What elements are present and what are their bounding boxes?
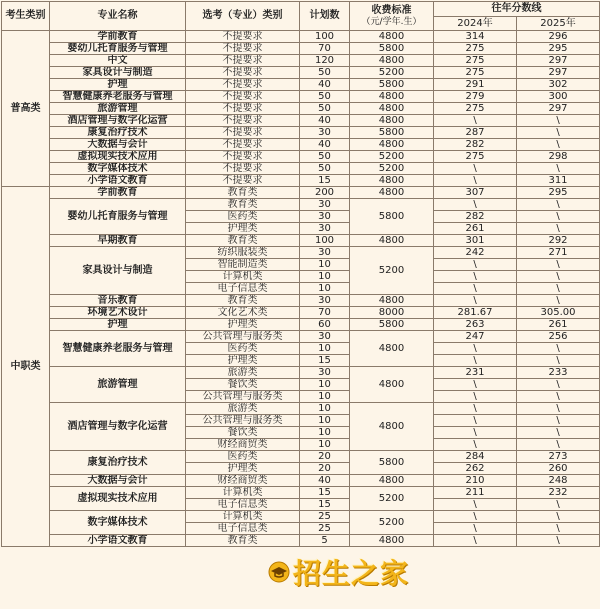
score-2025-cell: \ — [517, 535, 600, 547]
plan-cell: 30 — [300, 367, 350, 379]
score-2025-cell: \ — [517, 283, 600, 295]
score-2025-cell: 297 — [517, 103, 600, 115]
score-2025-cell: 232 — [517, 487, 600, 499]
score-2025-cell: \ — [517, 415, 600, 427]
subject-cell: 不提要求 — [186, 115, 300, 127]
major-name-cell: 中文 — [50, 55, 186, 67]
score-2024-cell: \ — [434, 391, 517, 403]
subject-cell: 不提要求 — [186, 31, 300, 43]
score-2025-cell: \ — [517, 295, 600, 307]
major-name-cell: 数字媒体技术 — [50, 163, 186, 175]
plan-cell: 15 — [300, 487, 350, 499]
major-name-cell: 护理 — [50, 319, 186, 331]
plan-cell: 10 — [300, 415, 350, 427]
table-row — [2, 295, 600, 307]
plan-cell: 40 — [300, 115, 350, 127]
score-2024-cell: 282 — [434, 139, 517, 151]
plan-cell: 30 — [300, 211, 350, 223]
score-2024-cell: 242 — [434, 247, 517, 259]
score-2024-cell: \ — [434, 439, 517, 451]
subject-cell: 不提要求 — [186, 55, 300, 67]
plan-cell: 40 — [300, 139, 350, 151]
plan-cell: 50 — [300, 67, 350, 79]
score-2024-cell: \ — [434, 343, 517, 355]
plan-cell: 15 — [300, 499, 350, 511]
subject-cell: 旅游类 — [186, 403, 300, 415]
score-2025-cell: \ — [517, 439, 600, 451]
score-2024-cell: \ — [434, 355, 517, 367]
table-row — [2, 307, 600, 319]
fee-cell: 4800 — [350, 475, 434, 487]
admission-table — [1, 1, 600, 547]
header-major: 专业名称 — [50, 2, 186, 31]
plan-cell: 10 — [300, 343, 350, 355]
major-name-cell: 学前教育 — [50, 187, 186, 199]
table-row — [2, 451, 600, 463]
plan-cell: 10 — [300, 283, 350, 295]
subject-cell: 不提要求 — [186, 67, 300, 79]
table-row — [2, 331, 600, 343]
subject-cell: 财经商贸类 — [186, 475, 300, 487]
score-2024-cell: 231 — [434, 367, 517, 379]
score-2024-cell: 301 — [434, 235, 517, 247]
major-name-cell: 旅游管理 — [50, 367, 186, 403]
score-2024-cell: 275 — [434, 43, 517, 55]
fee-cell: 5200 — [350, 67, 434, 79]
plan-cell: 10 — [300, 259, 350, 271]
score-2024-cell: \ — [434, 259, 517, 271]
table-row — [2, 115, 600, 127]
table-row — [2, 127, 600, 139]
fee-cell: 4800 — [350, 91, 434, 103]
fee-cell: 5200 — [350, 151, 434, 163]
fee-cell: 5200 — [350, 511, 434, 535]
score-2024-cell: \ — [434, 427, 517, 439]
fee-cell: 5800 — [350, 451, 434, 475]
plan-cell: 20 — [300, 463, 350, 475]
score-2025-cell: 311 — [517, 175, 600, 187]
fee-cell: 8000 — [350, 307, 434, 319]
score-2024-cell: \ — [434, 499, 517, 511]
score-2025-cell: 295 — [517, 187, 600, 199]
plan-cell: 30 — [300, 331, 350, 343]
major-name-cell: 婴幼儿托育服务与管理 — [50, 43, 186, 55]
score-2025-cell: \ — [517, 403, 600, 415]
subject-cell: 纺织服装类 — [186, 247, 300, 259]
table-row — [2, 319, 600, 331]
score-2025-cell: 292 — [517, 235, 600, 247]
subject-cell: 不提要求 — [186, 79, 300, 91]
plan-cell: 30 — [300, 295, 350, 307]
plan-cell: 15 — [300, 355, 350, 367]
subject-cell: 医药类 — [186, 451, 300, 463]
score-2024-cell: \ — [434, 295, 517, 307]
major-name-cell: 智慧健康养老服务与管理 — [50, 331, 186, 367]
subject-cell: 护理类 — [186, 463, 300, 475]
subject-cell: 护理类 — [186, 355, 300, 367]
plan-cell: 50 — [300, 163, 350, 175]
major-name-cell: 早期教育 — [50, 235, 186, 247]
score-2024-cell: 210 — [434, 475, 517, 487]
subject-cell: 不提要求 — [186, 103, 300, 115]
table-row — [2, 103, 600, 115]
score-2025-cell: \ — [517, 127, 600, 139]
header-subject: 选考（专业）类别 — [186, 2, 300, 31]
table-row — [2, 91, 600, 103]
subject-cell: 不提要求 — [186, 127, 300, 139]
watermark-text: 招生之家 — [293, 557, 410, 590]
header-plan: 计划数 — [300, 2, 350, 31]
score-2025-cell: 256 — [517, 331, 600, 343]
major-name-cell: 小学语文教育 — [50, 535, 186, 547]
fee-cell: 5800 — [350, 127, 434, 139]
category-cell: 中职类 — [2, 187, 50, 547]
score-2024-cell: 287 — [434, 127, 517, 139]
score-2025-cell: 297 — [517, 67, 600, 79]
subject-cell: 不提要求 — [186, 91, 300, 103]
table-row — [2, 55, 600, 67]
major-name-cell: 家具设计与制造 — [50, 67, 186, 79]
major-name-cell: 康复治疗技术 — [50, 451, 186, 475]
score-2025-cell: \ — [517, 355, 600, 367]
subject-cell: 文化艺术类 — [186, 307, 300, 319]
subject-cell: 护理类 — [186, 319, 300, 331]
table-row — [2, 67, 600, 79]
subject-cell: 医药类 — [186, 343, 300, 355]
plan-cell: 70 — [300, 307, 350, 319]
major-name-cell: 音乐教育 — [50, 295, 186, 307]
score-2024-cell: \ — [434, 415, 517, 427]
subject-cell: 公共管理与服务类 — [186, 415, 300, 427]
plan-cell: 10 — [300, 403, 350, 415]
plan-cell: 10 — [300, 379, 350, 391]
header-2025: 2025年 — [517, 17, 600, 31]
category-cell: 普高类 — [2, 31, 50, 187]
table-row — [2, 175, 600, 187]
score-2024-cell: \ — [434, 535, 517, 547]
fee-cell: 5200 — [350, 247, 434, 295]
fee-cell: 4800 — [350, 403, 434, 451]
table-row — [2, 79, 600, 91]
subject-cell: 教育类 — [186, 187, 300, 199]
subject-cell: 教育类 — [186, 535, 300, 547]
plan-cell: 10 — [300, 427, 350, 439]
subject-cell: 电子信息类 — [186, 523, 300, 535]
major-name-cell: 数字媒体技术 — [50, 511, 186, 535]
fee-cell: 4800 — [350, 31, 434, 43]
plan-cell: 30 — [300, 223, 350, 235]
fee-cell: 4800 — [350, 175, 434, 187]
score-2025-cell: \ — [517, 391, 600, 403]
plan-cell: 5 — [300, 535, 350, 547]
table-row — [2, 139, 600, 151]
header-past-scores: 往年分数线 — [434, 2, 600, 17]
score-2025-cell: \ — [517, 199, 600, 211]
score-2025-cell: \ — [517, 499, 600, 511]
score-2025-cell: 300 — [517, 91, 600, 103]
major-name-cell: 大数据与会计 — [50, 139, 186, 151]
major-name-cell: 康复治疗技术 — [50, 127, 186, 139]
plan-cell: 100 — [300, 235, 350, 247]
score-2025-cell: 298 — [517, 151, 600, 163]
score-2025-cell: \ — [517, 211, 600, 223]
fee-cell: 4800 — [350, 103, 434, 115]
fee-cell: 5800 — [350, 79, 434, 91]
plan-cell: 200 — [300, 187, 350, 199]
score-2024-cell: 281.67 — [434, 307, 517, 319]
major-name-cell: 婴幼儿托育服务与管理 — [50, 199, 186, 235]
subject-cell: 医药类 — [186, 211, 300, 223]
fee-cell: 5800 — [350, 319, 434, 331]
header-2024: 2024年 — [434, 17, 517, 31]
plan-cell: 25 — [300, 511, 350, 523]
score-2024-cell: 275 — [434, 67, 517, 79]
subject-cell: 不提要求 — [186, 151, 300, 163]
score-2024-cell: 284 — [434, 451, 517, 463]
score-2024-cell: 307 — [434, 187, 517, 199]
plan-cell: 60 — [300, 319, 350, 331]
subject-cell: 教育类 — [186, 199, 300, 211]
score-2024-cell: \ — [434, 115, 517, 127]
table-row — [2, 43, 600, 55]
fee-cell: 4800 — [350, 331, 434, 367]
score-2024-cell: \ — [434, 271, 517, 283]
score-2024-cell: 247 — [434, 331, 517, 343]
major-name-cell: 酒店管理与数字化运营 — [50, 403, 186, 451]
score-2024-cell: 279 — [434, 91, 517, 103]
score-2025-cell: 302 — [517, 79, 600, 91]
fee-cell: 5800 — [350, 199, 434, 235]
table-row — [2, 151, 600, 163]
fee-cell: 4800 — [350, 235, 434, 247]
score-2024-cell: 261 — [434, 223, 517, 235]
fee-cell: 5200 — [350, 163, 434, 175]
plan-cell: 10 — [300, 439, 350, 451]
subject-cell: 计算机类 — [186, 487, 300, 499]
plan-cell: 50 — [300, 103, 350, 115]
table-row — [2, 475, 600, 487]
score-2025-cell: \ — [517, 271, 600, 283]
fee-cell: 4800 — [350, 295, 434, 307]
major-name-cell: 大数据与会计 — [50, 475, 186, 487]
table-row — [2, 199, 600, 211]
subject-cell: 公共管理与服务类 — [186, 391, 300, 403]
subject-cell: 不提要求 — [186, 175, 300, 187]
plan-cell: 50 — [300, 151, 350, 163]
subject-cell: 餐饮类 — [186, 427, 300, 439]
table-row — [2, 403, 600, 415]
plan-cell: 30 — [300, 199, 350, 211]
score-2024-cell: \ — [434, 163, 517, 175]
score-2025-cell: \ — [517, 163, 600, 175]
table-row — [2, 247, 600, 259]
plan-cell: 50 — [300, 91, 350, 103]
score-2024-cell: \ — [434, 175, 517, 187]
subject-cell: 餐饮类 — [186, 379, 300, 391]
header-category: 考生类别 — [2, 2, 50, 31]
score-2025-cell: \ — [517, 523, 600, 535]
subject-cell: 电子信息类 — [186, 283, 300, 295]
major-name-cell: 虚拟现实技术应用 — [50, 151, 186, 163]
score-2025-cell: \ — [517, 511, 600, 523]
subject-cell: 计算机类 — [186, 511, 300, 523]
table-row — [2, 163, 600, 175]
fee-cell: 4800 — [350, 367, 434, 403]
subject-cell: 计算机类 — [186, 271, 300, 283]
score-2025-cell: 273 — [517, 451, 600, 463]
major-name-cell: 旅游管理 — [50, 103, 186, 115]
score-2024-cell: 275 — [434, 55, 517, 67]
fee-cell: 4800 — [350, 187, 434, 199]
score-2025-cell: \ — [517, 343, 600, 355]
major-name-cell: 小学语文教育 — [50, 175, 186, 187]
score-2024-cell: 262 — [434, 463, 517, 475]
score-2024-cell: 282 — [434, 211, 517, 223]
plan-cell: 40 — [300, 475, 350, 487]
plan-cell: 10 — [300, 271, 350, 283]
header-fee-line2: （元/学年.生） — [361, 16, 422, 27]
plan-cell: 40 — [300, 79, 350, 91]
table-row — [2, 31, 600, 43]
score-2024-cell: \ — [434, 511, 517, 523]
subject-cell: 旅游类 — [186, 367, 300, 379]
score-2025-cell: \ — [517, 259, 600, 271]
subject-cell: 电子信息类 — [186, 499, 300, 511]
plan-cell: 30 — [300, 247, 350, 259]
score-2024-cell: \ — [434, 523, 517, 535]
header-fee — [350, 2, 434, 31]
subject-cell: 公共管理与服务类 — [186, 331, 300, 343]
major-name-cell: 家具设计与制造 — [50, 247, 186, 295]
score-2025-cell: \ — [517, 115, 600, 127]
major-name-cell: 护理 — [50, 79, 186, 91]
header-fee-line1: 收费标准 — [371, 4, 412, 16]
watermark — [268, 552, 409, 592]
score-2025-cell: 233 — [517, 367, 600, 379]
score-2025-cell: 297 — [517, 55, 600, 67]
score-2024-cell: 275 — [434, 103, 517, 115]
major-name-cell: 环境艺术设计 — [50, 307, 186, 319]
score-2025-cell: 261 — [517, 319, 600, 331]
score-2024-cell: 275 — [434, 151, 517, 163]
fee-cell: 4800 — [350, 139, 434, 151]
graduation-cap-icon — [268, 561, 290, 583]
major-name-cell: 学前教育 — [50, 31, 186, 43]
fee-cell: 5800 — [350, 43, 434, 55]
score-2024-cell: 263 — [434, 319, 517, 331]
subject-cell: 护理类 — [186, 223, 300, 235]
subject-cell: 教育类 — [186, 295, 300, 307]
subject-cell: 智能制造类 — [186, 259, 300, 271]
plan-cell: 30 — [300, 127, 350, 139]
score-2025-cell: 305.00 — [517, 307, 600, 319]
score-2024-cell: \ — [434, 199, 517, 211]
table-body — [2, 31, 600, 547]
score-2025-cell: 296 — [517, 31, 600, 43]
table-row — [2, 535, 600, 547]
plan-cell: 20 — [300, 451, 350, 463]
plan-cell: 25 — [300, 523, 350, 535]
plan-cell: 70 — [300, 43, 350, 55]
plan-cell: 15 — [300, 175, 350, 187]
score-2025-cell: \ — [517, 223, 600, 235]
subject-cell: 不提要求 — [186, 163, 300, 175]
major-name-cell: 智慧健康养老服务与管理 — [50, 91, 186, 103]
score-2025-cell: 260 — [517, 463, 600, 475]
score-2024-cell: \ — [434, 403, 517, 415]
table-row — [2, 367, 600, 379]
score-2024-cell: \ — [434, 379, 517, 391]
subject-cell: 不提要求 — [186, 43, 300, 55]
score-2025-cell: \ — [517, 379, 600, 391]
fee-cell: 4800 — [350, 115, 434, 127]
major-name-cell: 虚拟现实技术应用 — [50, 487, 186, 511]
score-2024-cell: 291 — [434, 79, 517, 91]
score-2025-cell: \ — [517, 427, 600, 439]
fee-cell: 5200 — [350, 487, 434, 511]
subject-cell: 不提要求 — [186, 139, 300, 151]
plan-cell: 120 — [300, 55, 350, 67]
score-2025-cell: 271 — [517, 247, 600, 259]
table-row — [2, 187, 600, 199]
subject-cell: 财经商贸类 — [186, 439, 300, 451]
major-name-cell: 酒店管理与数字化运营 — [50, 115, 186, 127]
score-2025-cell: 248 — [517, 475, 600, 487]
table-row — [2, 235, 600, 247]
score-2024-cell: 211 — [434, 487, 517, 499]
fee-cell: 4800 — [350, 55, 434, 67]
score-2025-cell: \ — [517, 139, 600, 151]
score-2024-cell: \ — [434, 283, 517, 295]
table-row — [2, 487, 600, 499]
plan-cell: 10 — [300, 391, 350, 403]
score-2025-cell: 295 — [517, 43, 600, 55]
score-2024-cell: 314 — [434, 31, 517, 43]
table-row — [2, 511, 600, 523]
plan-cell: 100 — [300, 31, 350, 43]
fee-cell: 4800 — [350, 535, 434, 547]
subject-cell: 教育类 — [186, 235, 300, 247]
